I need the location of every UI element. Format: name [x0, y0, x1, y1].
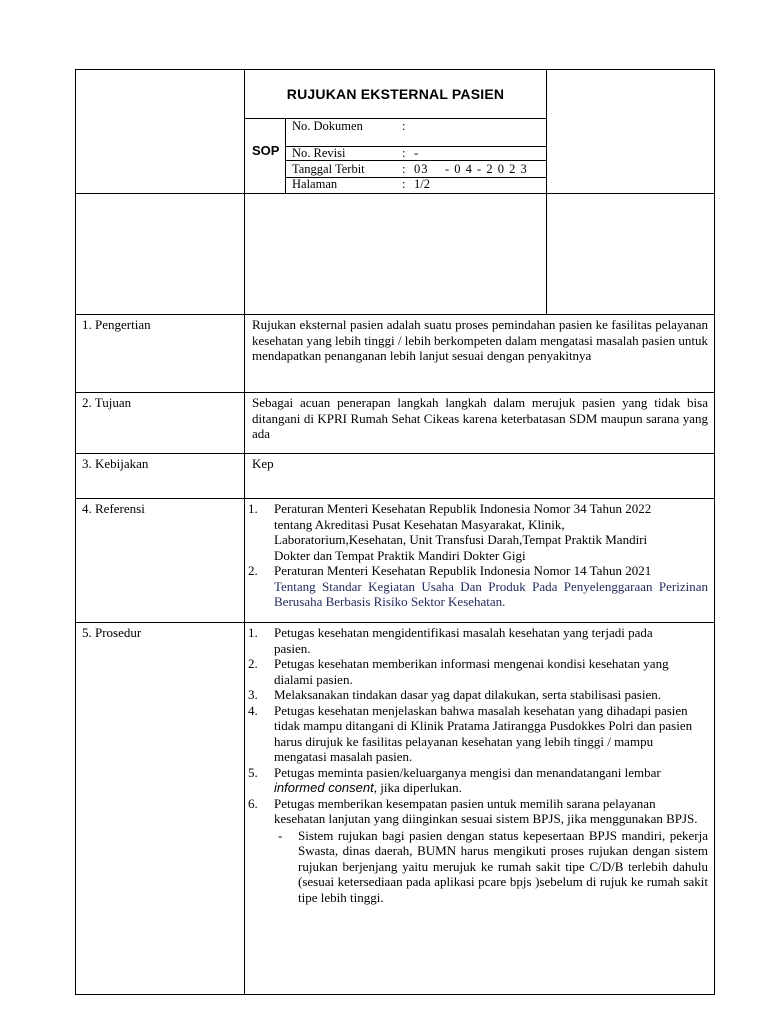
document-title: RUJUKAN EKSTERNAL PASIEN — [286, 86, 505, 102]
list-number: 1. — [248, 625, 258, 640]
prosedur-text: Petugas kesehatan mengidentifikasi masalah kesehatan yang terjadi pada pasien. — [274, 625, 653, 656]
list-number: 3. — [248, 687, 258, 702]
list-item — [248, 501, 708, 563]
meta-sep: : — [402, 119, 406, 133]
meta-sep: : — [402, 162, 406, 176]
list-number: 1. — [248, 501, 258, 516]
section-text-pengertian: Rujukan eksternal pasien adalah suatu proses pemindahan pasien ke fasilitas pelayanan kesehatan yang lebih tinggi / lebih berkompeten dalam mengatasi masalah pasien untuk mendapatkan penanganan lebih lanjut sesuai dengan penyakitnya — [252, 317, 708, 363]
referensi-text: Peraturan Menteri Kesehatan Republik Indonesia Nomor 14 Tahun 2021 — [274, 563, 652, 578]
prosedur-text: Petugas memberikan kesempatan pasien untuk memilih sarana pelayanan kesehatan lanjutan yang diinginkan sesuai sistem BPJS, jika menggunakan BPJS. — [274, 795, 698, 826]
list-item — [248, 765, 708, 796]
dash-bullet: - — [278, 827, 283, 843]
list-number: 4. — [248, 702, 258, 718]
list-number: 5. — [248, 764, 258, 780]
section-label-tujuan: 2. Tujuan — [82, 395, 132, 410]
meta-label-no-dokumen: No. Dokumen — [292, 119, 363, 133]
prosedur-text: Petugas meminta pasien/keluarganya mengisi dan menandatangani lembar — [274, 764, 661, 780]
section-text-tujuan: Sebagai acuan penerapan langkah langkah dalam merujuk pasien yang tidak bisa ditangani di KPRI Rumah Sehat Cikeas karena keterbatasan SDM maupun sarana yang ada — [252, 395, 708, 441]
referensi-list — [248, 501, 708, 610]
list-item — [248, 796, 708, 906]
meta-sep: : — [402, 177, 406, 191]
section-label-pengertian: 1. Pengertian — [82, 317, 151, 332]
prosedur-text-tail: , jika diperlukan. — [373, 780, 462, 795]
list-number: 6. — [248, 795, 258, 811]
prosedur-text: Petugas kesehatan menjelaskan bahwa masalah kesehatan yang dihadapi pasien tidak mampu ditangani di Klinik Pratama Jatirangga Pusdokkes Polri dan pasien harus dirujuk ke fasilitas pelayanan kesehatan yang lebih tinggi / mampu mengatasi masalah pasien. — [274, 702, 693, 764]
meta-label-no-revisi: No. Revisi — [292, 146, 346, 160]
sop-label: SOP — [252, 143, 280, 158]
meta-value-halaman: 1/2 — [414, 177, 430, 191]
list-number: 2. — [248, 656, 258, 671]
list-number: 2. — [248, 563, 258, 578]
prosedur-text: Melaksanakan tindakan dasar yag dapat dilakukan, serta stabilisasi pasien. — [274, 687, 661, 702]
referensi-text: Peraturan Menteri Kesehatan Republik Indonesia Nomor 34 Tahun 2022 tentang Akreditasi Pusat Kesehatan Masyarakat, Klinik, Laboratorium,Kesehatan, Unit Transfusi Darah,Tempat Praktik Mandiri Dokter dan Tempat Praktik Mandiri Dokter Gigi — [274, 501, 652, 563]
sub-item-text: Sistem rujukan bagi pasien dengan status kepesertaan BPJS mandiri, pekerja Swasta, dinas daerah, BUMN harus mengikuti proses rujukan dengan sistem rujukan berjenjang yaitu merujuk ke rumah sakit tipe C/D/B terlebih dahulu (sesuai ketersediaan pada aplikasi pcare bpjs )sebelum di rujuk ke rumah sakit tipe lebih tinggi. — [298, 827, 708, 905]
meta-label-tanggal-terbit: Tanggal Terbit — [292, 162, 365, 176]
section-label-prosedur: 5. Prosedur — [82, 625, 142, 640]
prosedur-list — [248, 625, 708, 905]
referensi-text-continued: Tentang Standar Kegiatan Usaha Dan Produk Pada Penyelenggaraan Perizinan Berusaha Berbasis Risiko Sektor Kesehatan. — [274, 578, 708, 609]
list-item — [248, 563, 708, 610]
section-text-kebijakan: Kep — [252, 456, 274, 471]
list-item — [248, 625, 708, 656]
section-label-referensi: 4. Referensi — [82, 501, 145, 516]
meta-value-no-revisi: - — [414, 146, 419, 160]
informed-consent-text: informed consent — [274, 780, 374, 795]
list-item — [248, 687, 708, 703]
meta-value-tanggal-terbit: 03 - 0 4 - 2 0 2 3 — [414, 162, 528, 176]
meta-sep: : — [402, 146, 406, 160]
sub-list-item — [274, 828, 708, 906]
list-item — [248, 703, 708, 765]
list-item — [248, 656, 708, 687]
section-label-kebijakan: 3. Kebijakan — [82, 456, 149, 471]
meta-label-halaman: Halaman — [292, 177, 338, 191]
prosedur-text: Petugas kesehatan memberikan informasi mengenai kondisi kesehatan yang dialami pasien. — [274, 656, 669, 687]
